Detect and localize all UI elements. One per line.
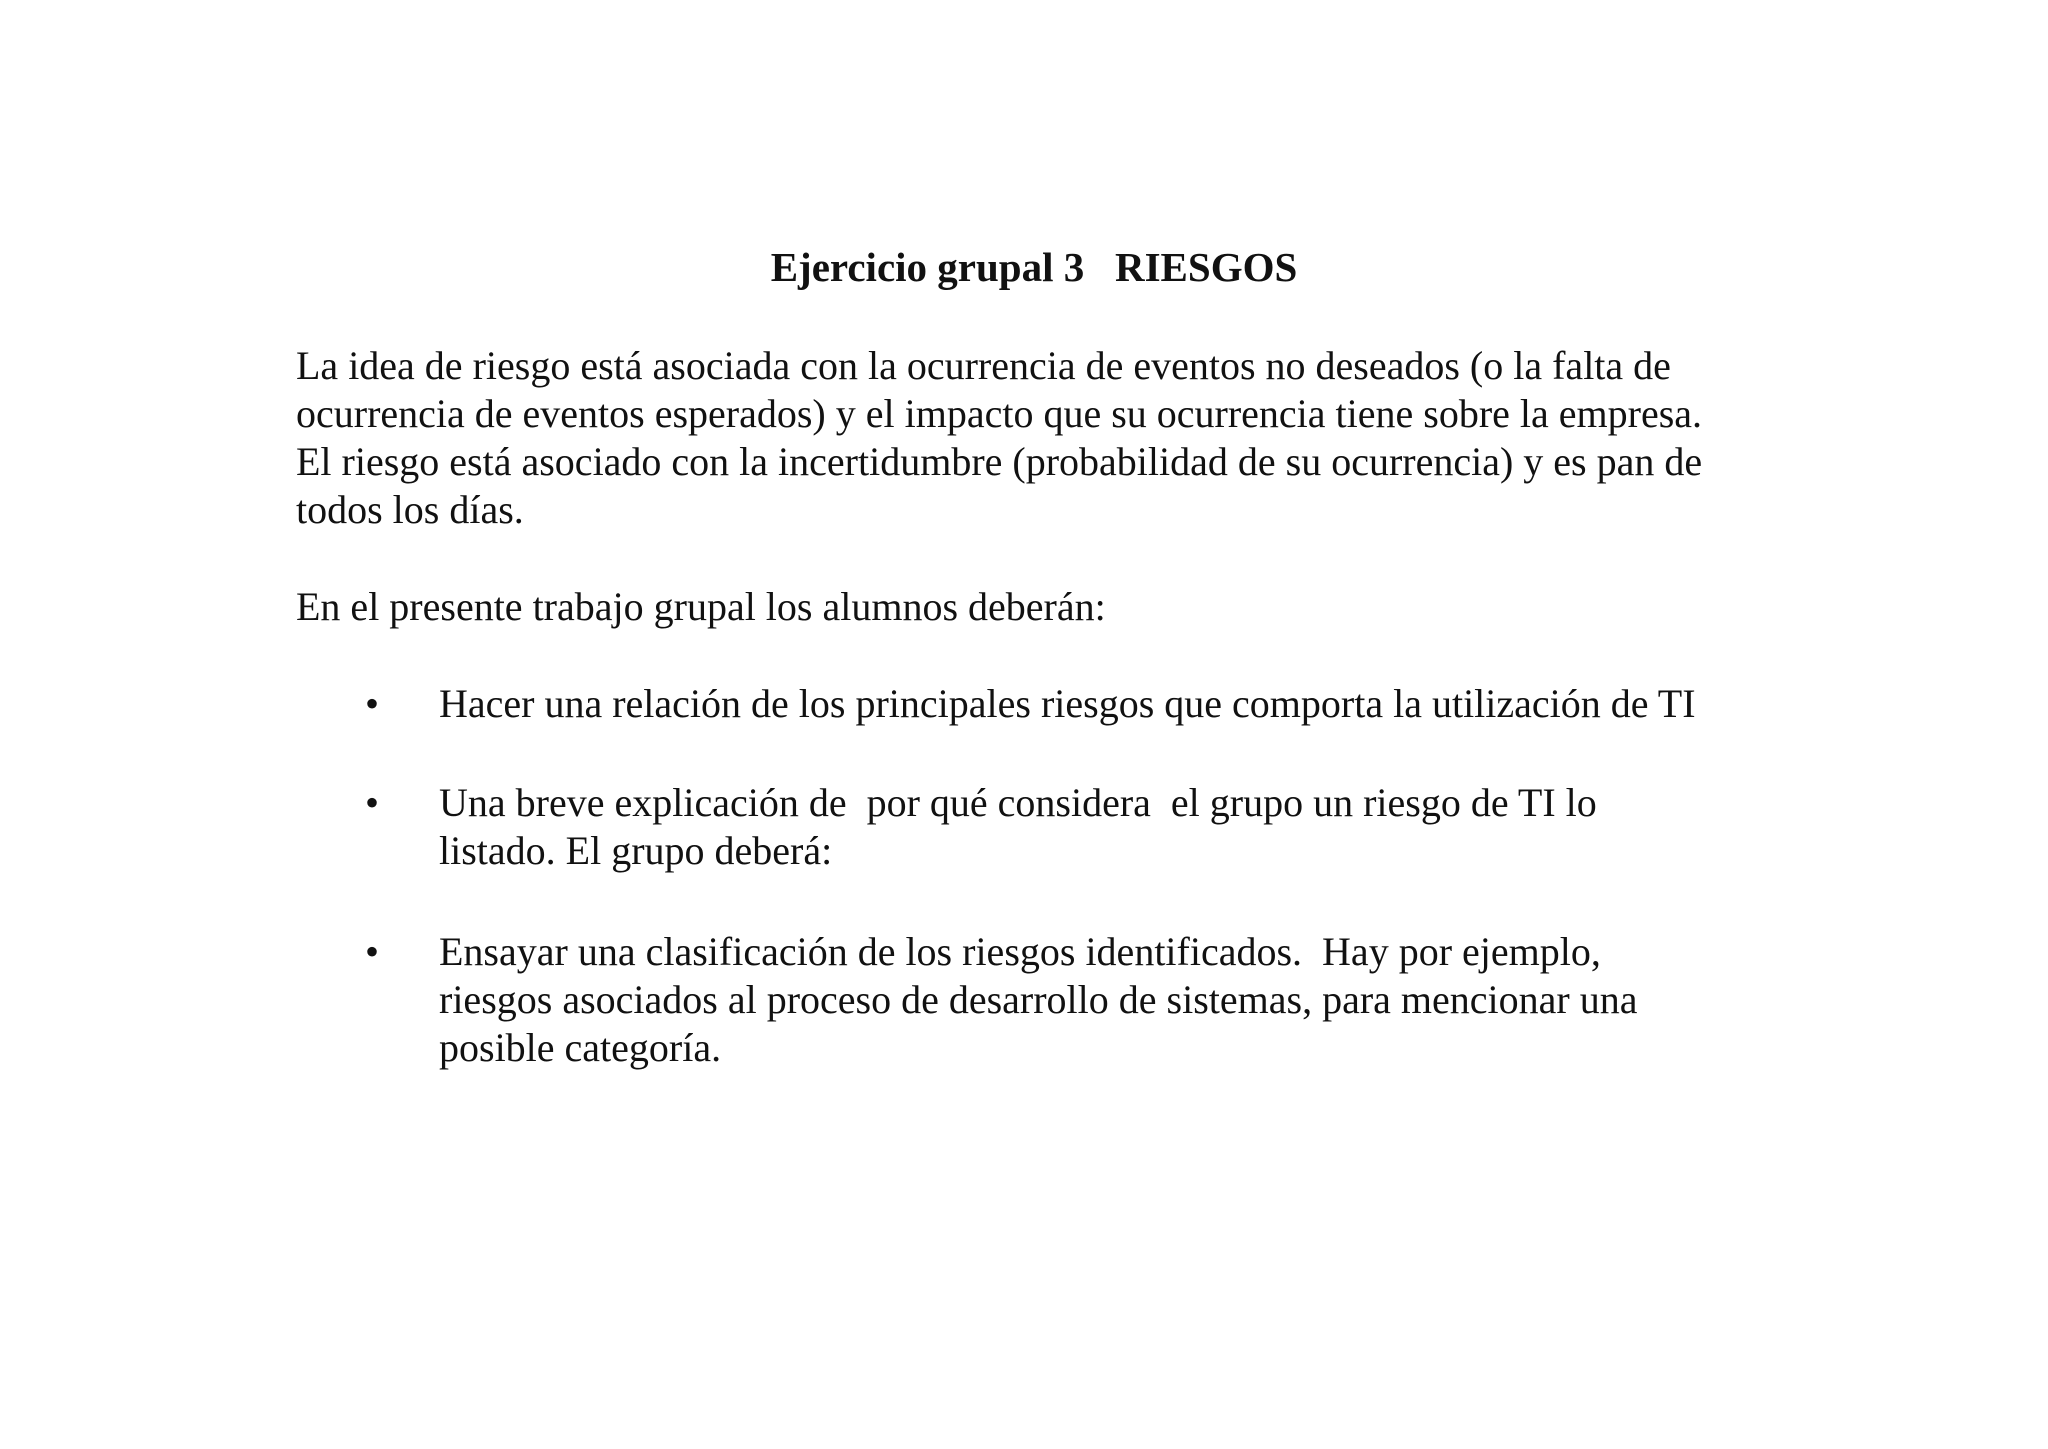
bullet-line: posible categoría.	[439, 1025, 722, 1070]
intro-line: El riesgo está asociado con la incertidumbre (probabilidad de su ocurrencia) y es pan de	[296, 439, 1703, 484]
intro-line: La idea de riesgo está asociada con la ocurrencia de eventos no deseados (o la falta de	[296, 343, 1671, 388]
bullet-line: Ensayar una clasificación de los riesgos identificados. Hay por ejemplo,	[439, 929, 1601, 974]
document-title: Ejercicio grupal 3 RIESGOS	[770, 244, 1298, 290]
bullet-line: Una breve explicación de por qué considera el grupo un riesgo de TI lo	[439, 780, 1597, 825]
lead-in-paragraph	[296, 583, 1106, 631]
bullet-line: Hacer una relación de los principales riesgos que comporta la utilización de TI	[439, 681, 1696, 726]
bullet-item-1	[439, 680, 1696, 728]
bullet-line: listado. El grupo deberá:	[439, 828, 833, 873]
bullet-item-3	[439, 928, 1637, 1072]
intro-line: todos los días.	[296, 487, 524, 532]
bullet-item-2	[439, 779, 1597, 875]
bullet-marker: •	[365, 681, 380, 726]
bullet-marker: •	[365, 780, 380, 825]
lead-in-text: En el presente trabajo grupal los alumnos deberán:	[296, 584, 1106, 629]
intro-paragraph	[296, 342, 1702, 534]
bullet-line: riesgos asociados al proceso de desarrollo de sistemas, para mencionar una	[439, 977, 1638, 1022]
intro-line: ocurrencia de eventos esperados) y el impacto que su ocurrencia tiene sobre la empresa.	[296, 391, 1703, 436]
bullet-marker: •	[365, 929, 380, 974]
